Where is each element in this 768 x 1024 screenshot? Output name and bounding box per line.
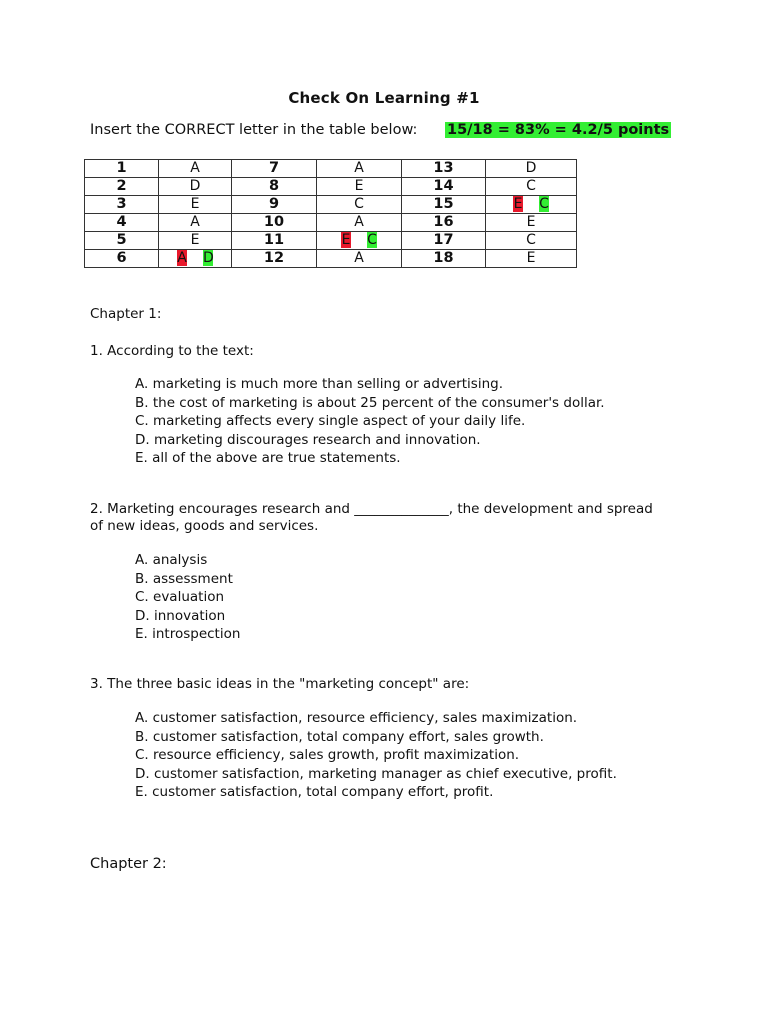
chapter-2-heading: Chapter 2: [90,856,167,872]
correct-answer-mark: D [203,250,214,266]
q1-option-e: E. all of the above are true statements. [135,450,401,466]
answer-cell: A [159,214,232,232]
q2-option-e: E. introspection [135,626,241,642]
question-number-cell: 12 [232,250,317,268]
q2-option-b: B. assessment [135,570,233,587]
answer-cell: E [486,214,577,232]
question-number-cell: 7 [232,160,317,178]
answer-cell: E [159,196,232,214]
question-number-cell: 2 [85,178,159,196]
question-number-cell: 10 [232,214,317,232]
q1-option-b: B. the cost of marketing is about 25 percent of the consumer's dollar. [135,394,605,411]
q1-option-c: C. marketing affects every single aspect of your daily life. [135,413,526,429]
q3-option-c: C. resource efficiency, sales growth, profit maximization. [135,747,520,763]
table-row [85,250,577,268]
q2-option-a: A. analysis [135,552,208,568]
table-row [85,196,577,214]
q2-option-c: C. evaluation [135,589,225,605]
q3-option-d: D. customer satisfaction, marketing manager as chief executive, profit. [135,765,617,782]
question-number-cell: 5 [85,232,159,250]
table-row [85,232,577,250]
answer-cell: A [317,250,402,268]
question-number-cell: 17 [402,232,486,250]
question-2-text [90,501,690,535]
answer-cell: E [486,250,577,268]
answer-cell: E [317,178,402,196]
question-number-cell: 15 [402,196,486,214]
wrong-answer-mark: A [177,250,187,266]
question-2-options [135,551,240,644]
q2-option-d: D. innovation [135,607,226,624]
instruction-text: Insert the CORRECT letter in the table below: [90,122,418,138]
question-3-text: 3. The three basic ideas in the "marketing concept" are: [90,676,470,692]
question-number-cell: 16 [402,214,486,232]
question-1-text: 1. According to the text: [90,343,254,359]
score-highlight: 15/18 = 83% = 4.2/5 points [447,122,670,138]
answer-cell: A [159,160,232,178]
answer-cell: D [486,160,577,178]
answer-cell: C [486,232,577,250]
answer-cell: D [159,178,232,196]
question-1-options [135,375,605,468]
page-title: Check On Learning #1 [288,89,480,107]
question-number-cell: 13 [402,160,486,178]
q1-option-a: A. marketing is much more than selling or advertising. [135,376,503,392]
answer-table [84,159,577,268]
question-number-cell: 9 [232,196,317,214]
table-row [85,178,577,196]
answer-cell [159,250,232,268]
answer-cell: E [159,232,232,250]
question-number-cell: 6 [85,250,159,268]
question-number-cell: 1 [85,160,159,178]
wrong-answer-mark: E [513,196,523,212]
answer-cell: C [486,178,577,196]
question-number-cell: 4 [85,214,159,232]
question-number-cell: 11 [232,232,317,250]
chapter-1-heading: Chapter 1: [90,306,162,322]
correct-answer-mark: C [367,232,377,248]
answer-cell: C [317,196,402,214]
answer-cell: A [317,160,402,178]
answer-cell [317,232,402,250]
question-number-cell: 14 [402,178,486,196]
question-3-options [135,709,617,802]
question-number-cell: 3 [85,196,159,214]
question-number-cell: 8 [232,178,317,196]
q3-option-a: A. customer satisfaction, resource efficiency, sales maximization. [135,710,578,726]
table-row [85,160,577,178]
answer-cell [486,196,577,214]
answer-cell: A [317,214,402,232]
q3-option-b: B. customer satisfaction, total company effort, sales growth. [135,728,544,745]
q3-option-e: E. customer satisfaction, total company effort, profit. [135,784,494,800]
q2-text-line-2: of new ideas, goods and services. [90,518,319,534]
wrong-answer-mark: E [341,232,351,248]
q2-text-line-1: 2. Marketing encourages research and ______________, the development and spread [90,501,653,517]
correct-answer-mark: C [539,196,549,212]
q1-option-d: D. marketing discourages research and innovation. [135,431,481,448]
table-row [85,214,577,232]
question-number-cell: 18 [402,250,486,268]
